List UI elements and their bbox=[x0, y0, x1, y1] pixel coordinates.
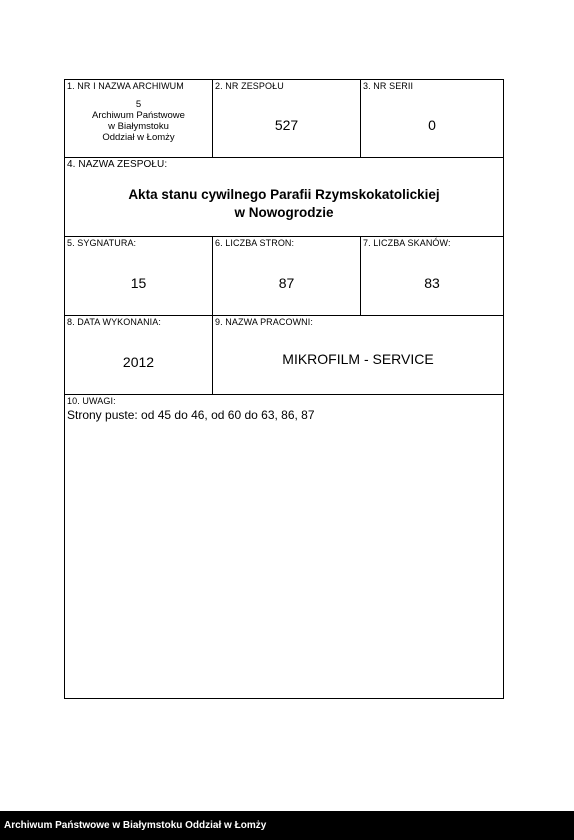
lab-value: MIKROFILM - SERVICE bbox=[282, 351, 434, 367]
metadata-card bbox=[64, 79, 504, 699]
fonds-name-title bbox=[65, 186, 503, 222]
archive-name-line-3: Oddział w Łomży bbox=[102, 132, 175, 143]
archive-label: 1. NR I NAZWA ARCHIWUM bbox=[67, 81, 184, 91]
date-label: 8. DATA WYKONANIA: bbox=[67, 317, 161, 327]
footer-bar: Archiwum Państwowe w Białymstoku Oddział w Łomży bbox=[0, 811, 574, 840]
series-number-label: 3. NR SERII bbox=[363, 81, 414, 91]
signature-cell bbox=[64, 236, 213, 316]
lab-cell bbox=[212, 315, 504, 395]
notes-cell bbox=[64, 394, 504, 699]
pages-count-value: 87 bbox=[278, 275, 295, 291]
series-number-cell bbox=[360, 79, 504, 158]
fonds-number-cell bbox=[212, 79, 361, 158]
series-number-value: 0 bbox=[428, 117, 436, 133]
pages-count-cell bbox=[212, 236, 361, 316]
fonds-name-label: 4. NAZWA ZESPOŁU: bbox=[67, 159, 168, 170]
notes-value: Strony puste: od 45 do 46, od 60 do 63, 86, 87 bbox=[67, 408, 315, 422]
date-value: 2012 bbox=[122, 354, 155, 370]
archive-cell bbox=[64, 79, 213, 158]
lab-label: 9. NAZWA PRACOWNI: bbox=[215, 317, 313, 327]
pages-count-label: 6. LICZBA STRON: bbox=[215, 238, 295, 248]
fonds-name-line-1: Akta stanu cywilnego Parafii Rzymskokatolickiej bbox=[128, 187, 440, 202]
signature-value: 15 bbox=[130, 275, 147, 291]
archive-name-line-1: Archiwum Państwowe bbox=[92, 110, 185, 121]
fonds-number-value: 527 bbox=[274, 117, 299, 133]
notes-label: 10. UWAGI: bbox=[67, 396, 116, 406]
fonds-name-cell bbox=[64, 157, 504, 237]
fonds-number-label: 2. NR ZESPOŁU bbox=[215, 81, 284, 91]
scans-count-value: 83 bbox=[424, 275, 440, 291]
signature-label: 5. SYGNATURA: bbox=[67, 238, 137, 248]
date-cell bbox=[64, 315, 213, 395]
archive-number: 5 bbox=[135, 99, 142, 110]
archive-name bbox=[65, 99, 212, 143]
fonds-name-line-2: w Nowogrodzie bbox=[234, 205, 334, 220]
archive-name-line-2: w Białymstoku bbox=[108, 121, 169, 132]
scans-count-cell bbox=[360, 236, 504, 316]
scans-count-label: 7. LICZBA SKANÓW: bbox=[363, 238, 451, 248]
